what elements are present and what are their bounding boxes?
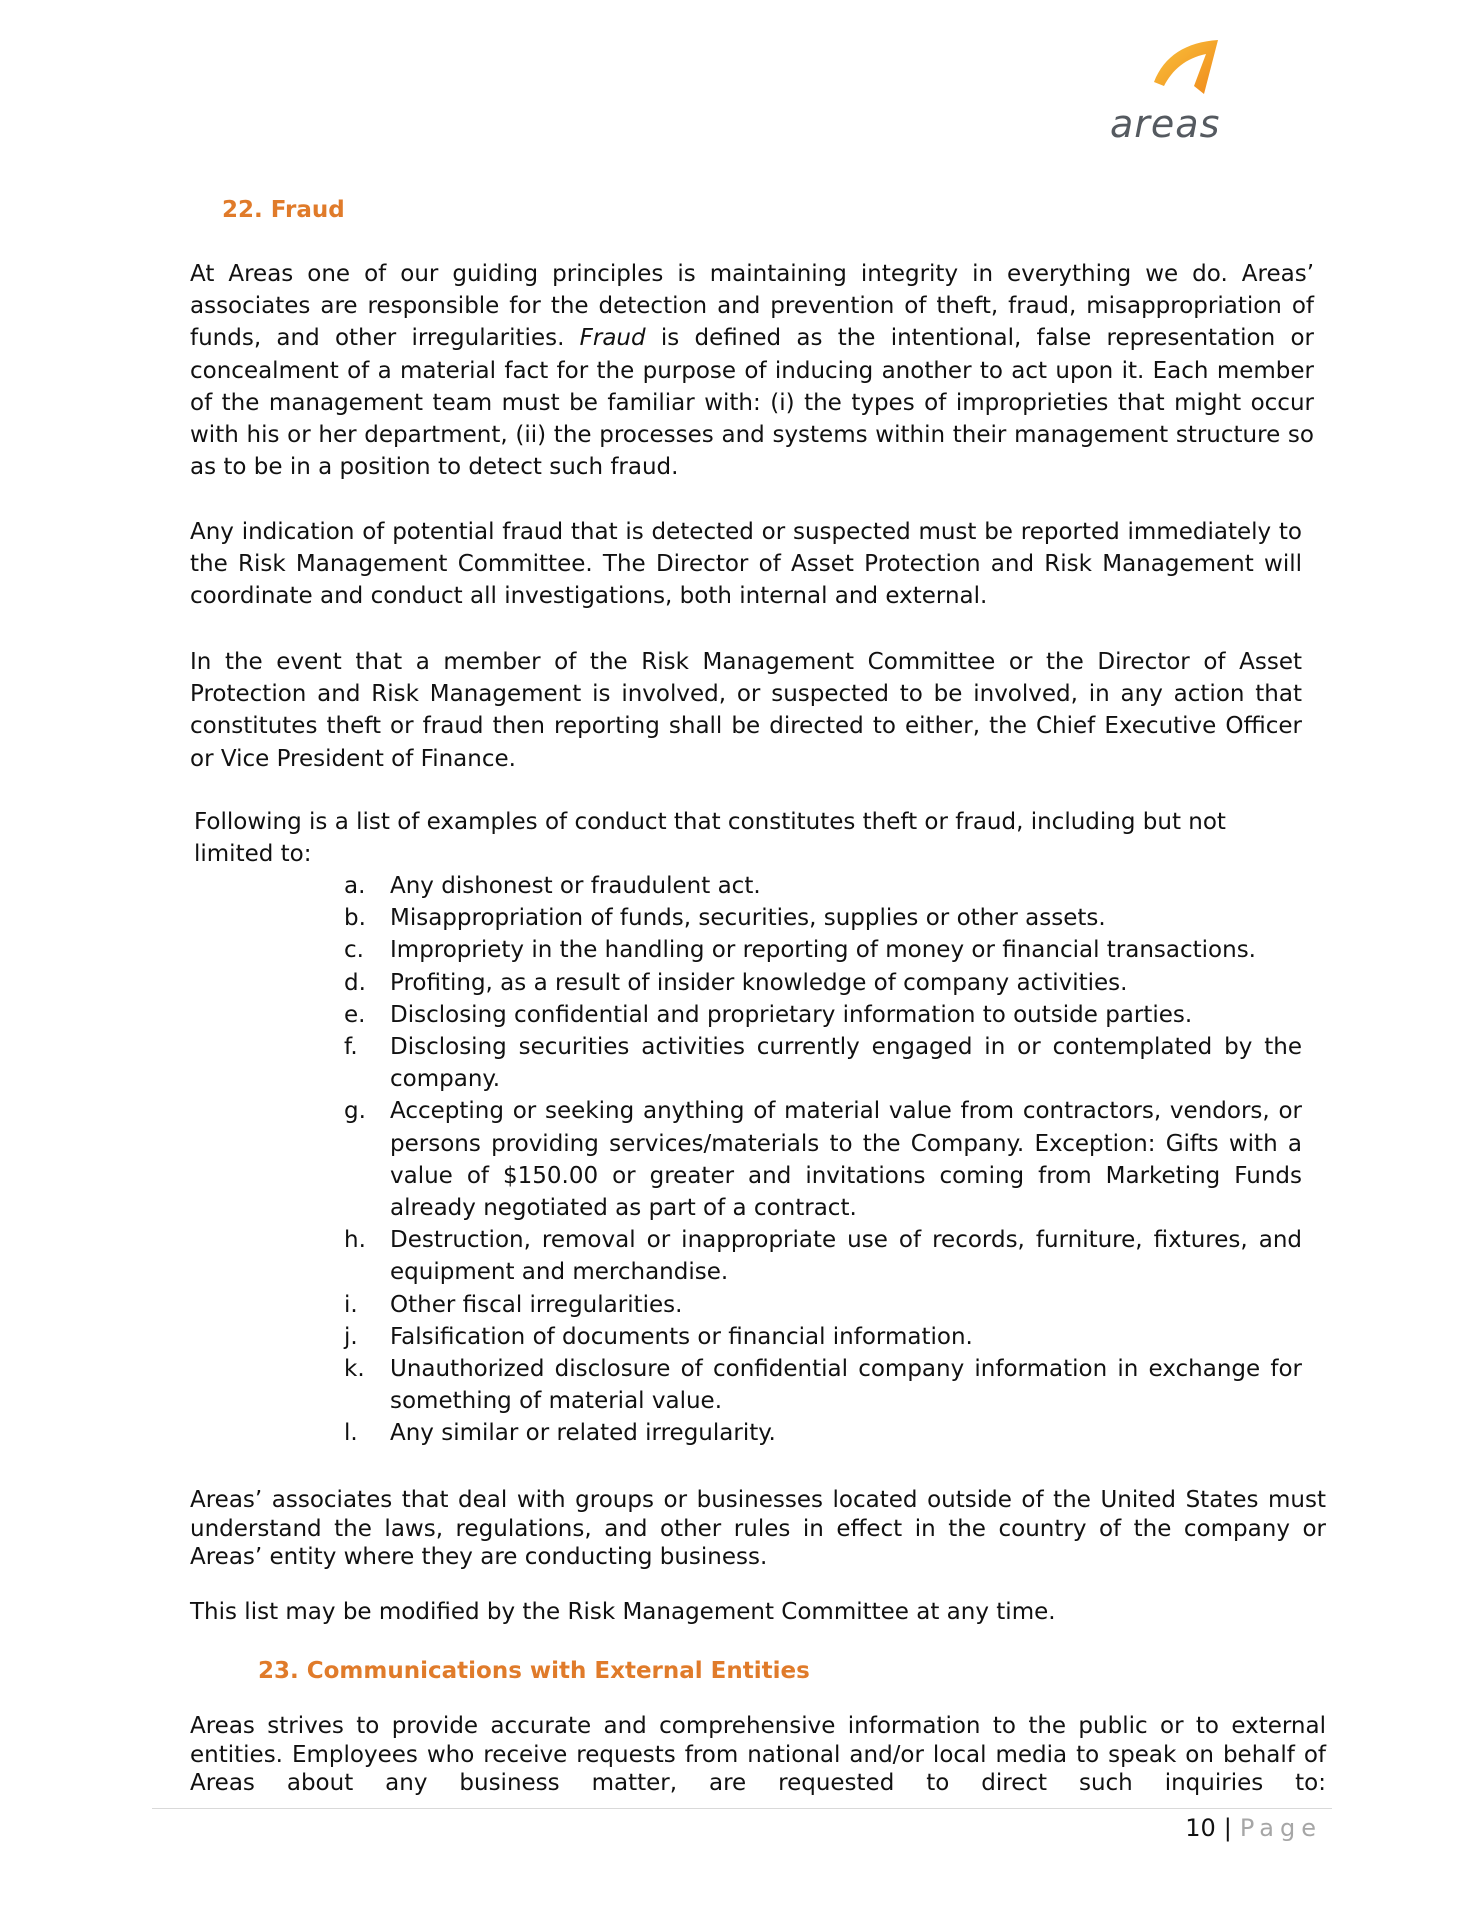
list-item-text: Disclosing securities activities currently engaged in or contemplated by the company. [390, 1034, 1302, 1093]
list-marker: k. [344, 1356, 365, 1383]
list-item [344, 1224, 1302, 1288]
list-marker: j. [344, 1323, 358, 1350]
list-marker: b. [344, 905, 366, 932]
section-heading-communications: 23. Communications with External Entities [258, 1658, 810, 1684]
fraud-paragraph-1-start: At Areas one of our guiding principles is maintaining integrity in everything we do. Areas’ associates are responsible for the detection and prevention of theft, fraud, misappropriation of funds, and other irregularities. [190, 261, 1314, 352]
list-item [344, 1031, 1302, 1095]
fraud-paragraph-1 [190, 258, 1314, 483]
list-item [344, 999, 1302, 1031]
list-item [344, 902, 1302, 934]
fraud-term: Fraud [579, 325, 646, 352]
list-item-text: Unauthorized disclosure of confidential company information in exchange for something of material value. [390, 1356, 1302, 1415]
list-marker: l. [344, 1420, 358, 1447]
list-item [344, 870, 1302, 902]
fraud-paragraph-2: Any indication of potential fraud that is detected or suspected must be reported immediately to the Risk Management Committee. The Director of Asset Protection and Risk Management will coordinate and conduct all investigations, both internal and external. [190, 519, 1302, 610]
fraud-examples-list [344, 870, 1302, 1450]
list-item-text: Profiting, as a result of insider knowledge of company activities. [390, 969, 1128, 996]
list-marker: g. [344, 1098, 366, 1125]
fraud-paragraph-4: Following is a list of examples of conduct that constitutes theft or fraud, including but not limited to: [194, 809, 1226, 868]
list-item-text: Disclosing confidential and proprietary information to outside parties. [390, 1001, 1193, 1028]
list-item-text: Any dishonest or fraudulent act. [390, 873, 761, 899]
page-number: 10 [1185, 1814, 1216, 1842]
page-footer [1185, 1812, 1322, 1844]
list-marker: i. [344, 1291, 358, 1318]
list-item [344, 1095, 1302, 1224]
list-marker: d. [344, 969, 366, 996]
list-item-text: Accepting or seeking anything of material value from contractors, vendors, or persons providing services/materials to the Company. Exception: Gifts with a value of $150.00 or greater and invitations coming from Marketing Funds already negotiated as part of a contract. [390, 1098, 1302, 1222]
list-marker: c. [344, 937, 364, 964]
list-marker: a. [344, 873, 366, 899]
list-item-text: Other fiscal irregularities. [390, 1291, 683, 1318]
list-item [344, 967, 1302, 999]
list-item-text: Destruction, removal or inappropriate use of records, furniture, fixtures, and equipment and merchandise. [390, 1227, 1302, 1286]
footer-separator: | [1223, 1814, 1232, 1842]
list-item [344, 1353, 1302, 1417]
section-heading-fraud: 22. Fraud [222, 197, 345, 223]
list-item [344, 1321, 1302, 1353]
list-item-text: Misappropriation of funds, securities, supplies or other assets. [390, 905, 1106, 932]
list-item-text: Impropriety in the handling or reporting of money or financial transactions. [390, 937, 1256, 964]
list-marker: e. [344, 1001, 366, 1028]
list-item-text: Any similar or related irregularity. [390, 1420, 776, 1447]
logo-text: areas [1110, 102, 1221, 146]
list-marker: f. [344, 1034, 358, 1061]
list-marker: h. [344, 1227, 366, 1254]
areas-logo-mark-icon [1146, 36, 1236, 100]
footer-divider [152, 1808, 1332, 1809]
list-item [344, 1289, 1302, 1321]
list-item-text: Falsification of documents or financial information. [390, 1323, 973, 1350]
list-item [344, 934, 1302, 966]
fraud-paragraph-6: This list may be modified by the Risk Management Committee at any time. [190, 1599, 1056, 1625]
list-item [344, 1417, 1302, 1449]
fraud-paragraph-1-end: is defined as the intentional, false representation or concealment of a material fact for the purpose of inducing another to act upon it. Each member of the management team must be familiar with: (i) the types of improprieties that might occur with his or her department, (ii) the processes and systems within their management structure so as to be in a position to detect such fraud. [190, 325, 1314, 481]
areas-logo [1106, 36, 1246, 146]
communications-paragraph-1: Areas strives to provide accurate and comprehensive information to the public or to external entities. Employees who receive requests from national and/or local media to speak on behalf of Areas about any business matter, are requested to direct such inquiries to: [190, 1713, 1326, 1797]
fraud-paragraph-3: In the event that a member of the Risk Management Committee or the Director of Asset Protection and Risk Management is involved, or suspected to be involved, in any action that constitutes theft or fraud then reporting shall be directed to either, the Chief Executive Officer or Vice President of Finance. [190, 649, 1302, 772]
fraud-paragraph-5: Areas’ associates that deal with groups or businesses located outside of the United States must understand the laws, regulations, and other rules in effect in the country of the company or Areas’ entity where they are conducting business. [190, 1487, 1326, 1571]
page-label: Page [1239, 1814, 1322, 1842]
